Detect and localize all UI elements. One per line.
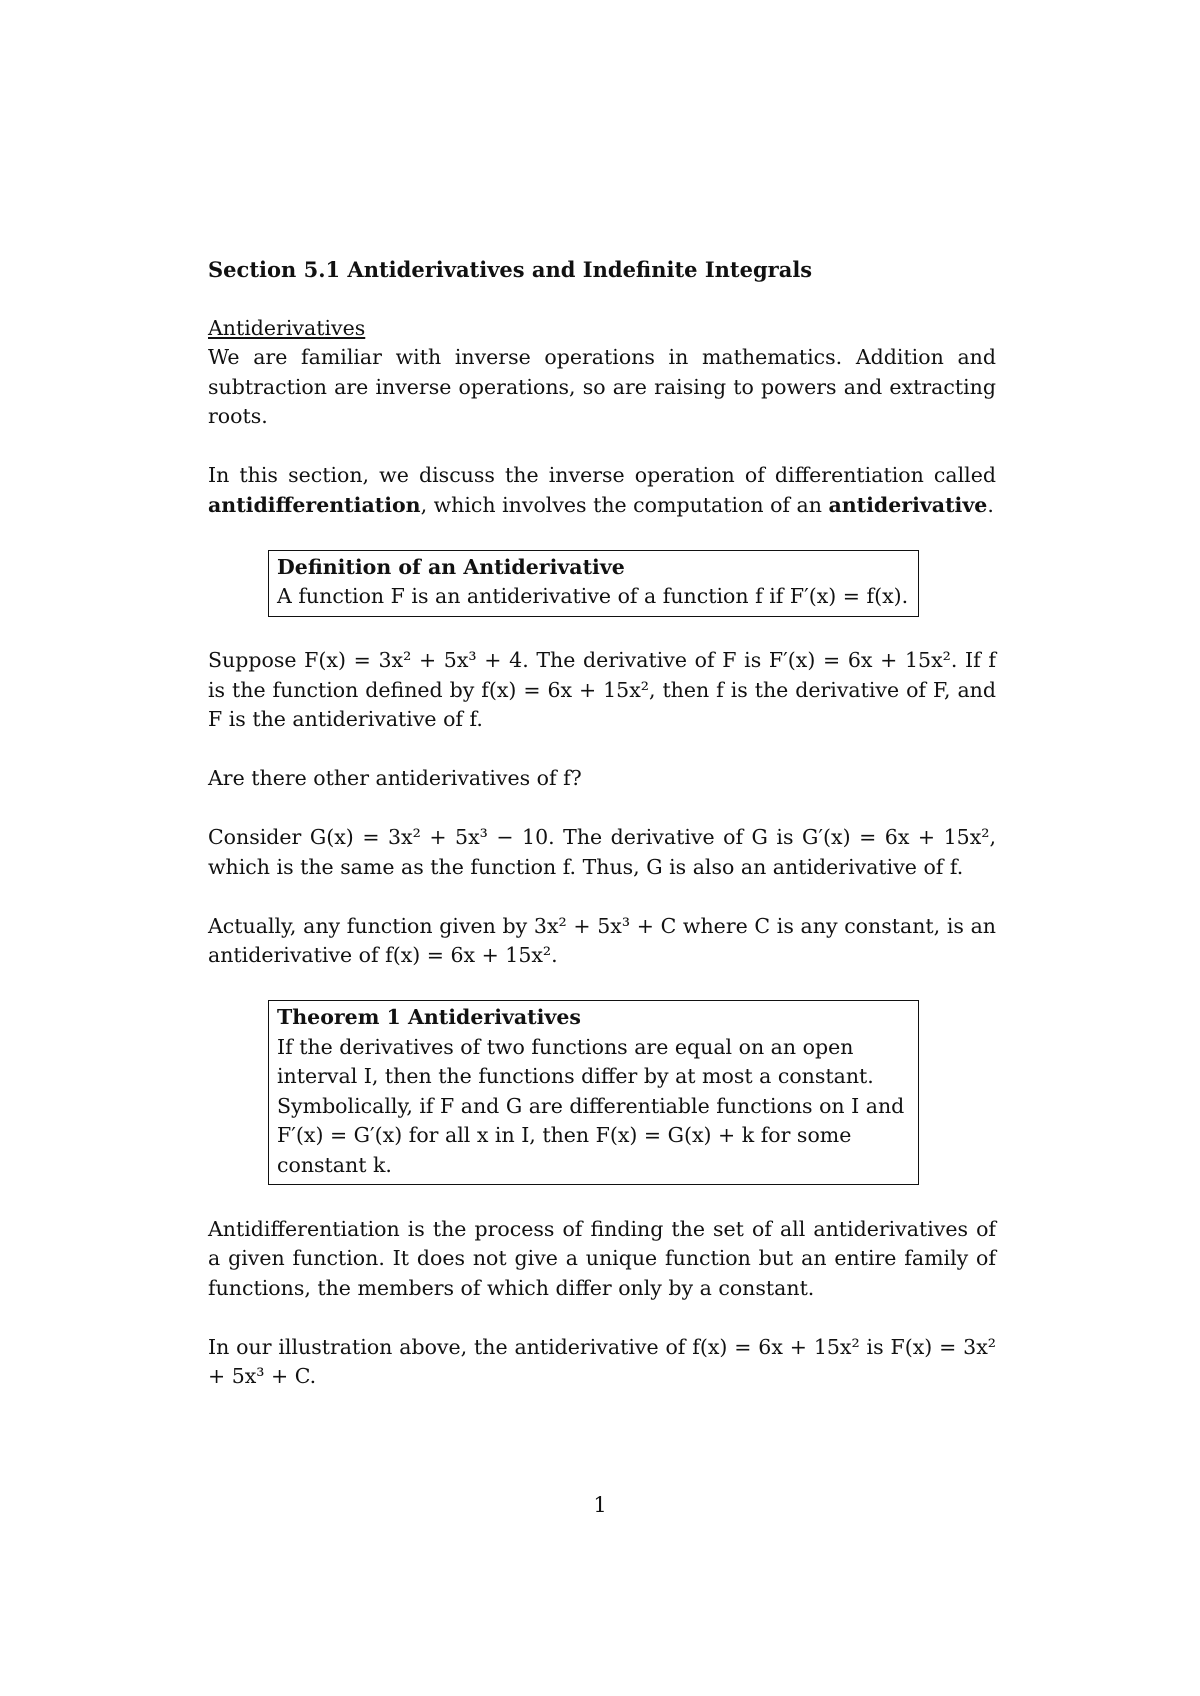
definition-box <box>268 550 919 617</box>
antidifferentiation-paragraph <box>208 461 996 520</box>
subsection-heading: Antiderivatives <box>208 315 366 340</box>
theorem-title: Theorem 1 Antiderivatives <box>277 1005 581 1029</box>
question-paragraph: Are there other antiderivatives of f? <box>208 766 582 790</box>
section-title: Section 5.1 Antiderivatives and Indefinite Integrals <box>208 257 813 282</box>
general-paragraph: Actually, any function given by 3x² + 5x³ + C where C is any constant, is an antiderivative of f(x) = 6x + 15x². <box>208 913 996 967</box>
example-paragraph: Suppose F(x) = 3x² + 5x³ + 4. The derivative of F is F′(x) = 6x + 15x². If f is the function defined by f(x) = 6x + 15x², then f is the derivative of F, and F is the antiderivative of f. <box>208 648 996 731</box>
illustration-paragraph: In our illustration above, the antiderivative of f(x) = 6x + 15x² is F(x) = 3x² + 5x³ + C. <box>208 1334 996 1388</box>
consider-paragraph: Consider G(x) = 3x² + 5x³ − 10. The derivative of G is G′(x) = 6x + 15x², which is the same as the function f. Thus, G is also an antiderivative of f. <box>208 825 996 879</box>
p2-text-c: , which involves the computation of an <box>420 492 829 517</box>
theorem-body: If the derivatives of two functions are equal on an open interval I, then the functions differ by at most a constant. Symbolically, if F and G are differentiable functions on I and F′(x) = G′(x) for all x in I, then F(x) = G(x) + k for some constant k. <box>277 1034 905 1177</box>
theorem-box <box>268 1000 919 1185</box>
document-page <box>208 255 996 1392</box>
definition-body: A function F is an antiderivative of a function f if F′(x) = f(x). <box>277 584 909 608</box>
p2-text-d: . <box>987 492 994 517</box>
intro-paragraph: We are familiar with inverse operations in mathematics. Addition and subtraction are inverse operations, so are raising to powers and extracting roots. <box>208 345 996 428</box>
page-number: 1 <box>593 1493 607 1517</box>
antidifferentiation-term: antidifferentiation <box>208 492 421 517</box>
antiderivative-term: antiderivative <box>828 492 988 517</box>
p2-text-a: In this section, we discuss the inverse operation of differentiation called <box>208 463 996 487</box>
definition-title: Definition of an Antiderivative <box>277 554 625 579</box>
antidifferentiation-definition-paragraph: Antidifferentiation is the process of finding the set of all antiderivatives of a given function. It does not give a unique function but an entire family of functions, the members of which differ only by a constant. <box>208 1216 996 1300</box>
